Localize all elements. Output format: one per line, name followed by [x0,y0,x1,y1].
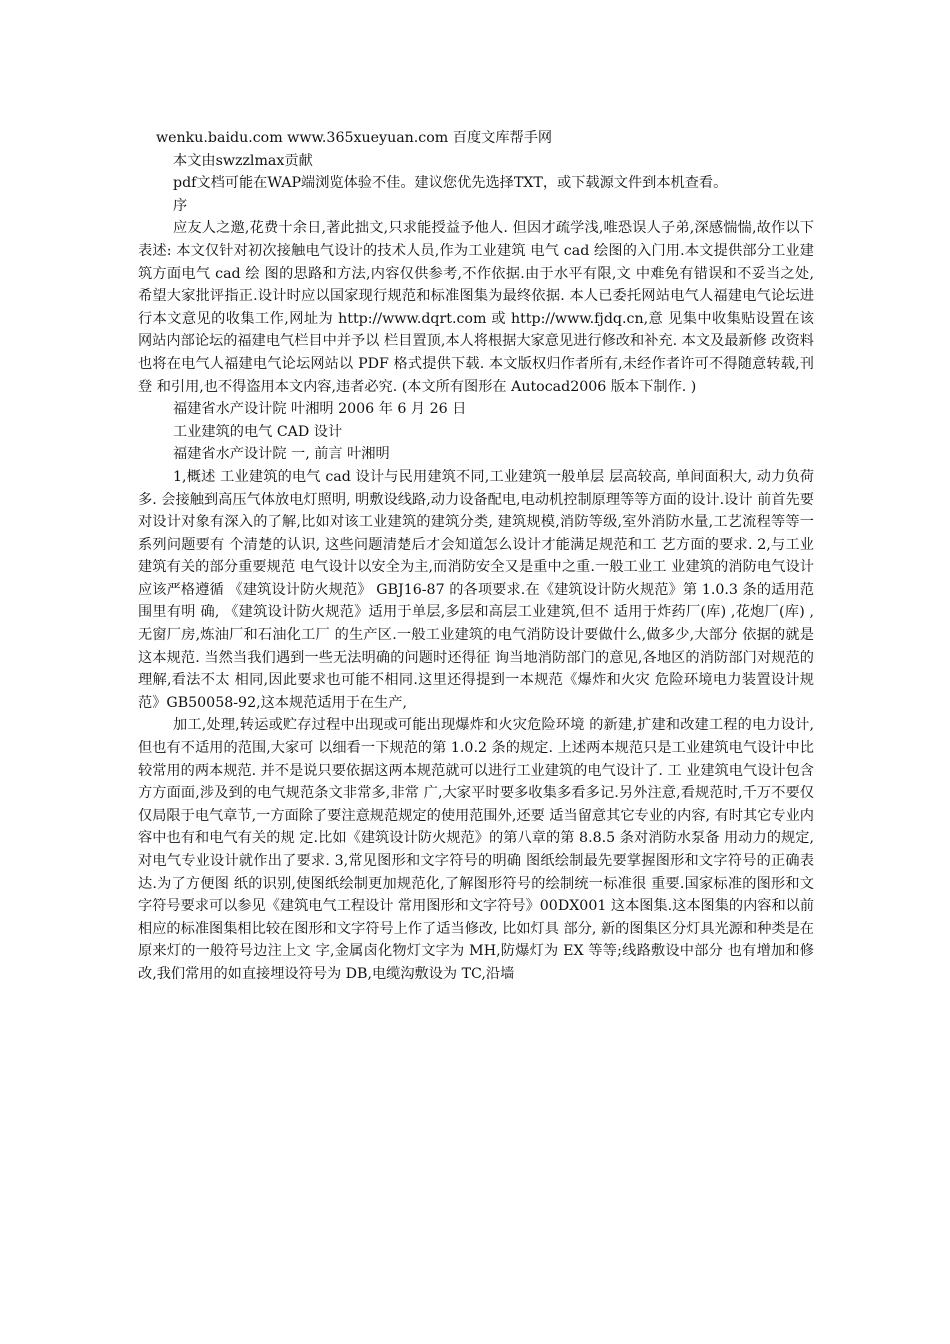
article-paragraph-1: 1,概述 工业建筑的电气 cad 设计与民用建筑不同,工业建筑一般单层 层高较高, 单间面积大, 动力负荷多. 会接触到高压气体放电灯照明, 明敷设线路,动力设备配电,电动机控制原理等等方面的设计.设计 前首先要对设计对象有深入的了解,比如对该工业建筑的建筑分类, 建筑规模,消防等级,室外消防水量,工艺流程等等一系列问题要有 个清楚的认识, 这些问题清楚后才会知道怎么设计才能满足规范和工 艺方面的要求. 2,与工业建筑有关的部分重要规范 电气设计以安全为主,而消防安全又是重中之重.一般工业工 业建筑的消防电气设计应该严格遵循 《建筑设计防火规范》 GBJ16-87 的各项要求.在《建筑设计防火规范》第 1.0.3 条的适用范围里有明 确, 《建筑设计防火规范》适用于单层,多层和高层工业建筑,但不 适用于炸药厂(库) ,花炮厂(库) ,无窗厂房,炼油厂和石油化工厂 的生产区.一般工业建筑的电气消防设计要做什么,做多少,大部分 依据的就是这本规范. 当然当我们遇到一些无法明确的问题时还得征 询当地消防部门的意见,各地区的消防部门对规范的理解,看法不太 相同,因此要求也可能不相同.这里还得提到一本规范《爆炸和火灾 危险环境电力装置设计规范》GB50058-92,这本规范适用于在生产, [138,468,814,711]
preface-heading: 序 [173,197,188,214]
preface-body: 应友人之邀,花费十余日,著此拙文,只求能授益予他人. 但因才疏学浅,唯恐误人子弟,深感惴惴,故作以下表述: 本文仅针对初次接触电气设计的技术人员,作为工业建筑 电气 cad 绘图的入门用.本文提供部分工业建筑方面电气 cad 绘 图的思路和方法,内容仅供参考,不作依据.由于水平有限,文 中难免有错误和不妥当之处,希望大家批评指正.设计时应以国家现行规范和标准图集为最终依据. 本人已委托网站电气人福建电气论坛进行本文意见的收集工作,网址为 http://www.dqrt.com 或 http://www.fjdq.cn,意 见集中收集贴设置在该网站内部论坛的福建电气栏目中并予以 栏目置顶,本人将根据大家意见进行修改和补充. 本文及最新修 改资料也将在电气人福建电气论坛网站以 PDF 格式提供下载. 本文版权归作者所有,未经作者许可不得随意转载,刊登 和引用,也不得盗用本文内容,违者必究. (本文所有图形在 Autocad2006 版本下制作. ) [138,220,814,395]
article-paragraph-2: 加工,处理,转运或贮存过程中出现或可能出现爆炸和火灾危险环境 的新建,扩建和改建工程的电力设计,但也有不适用的范围,大家可 以细看一下规范的第 1.0.2 条的规定. 上述两本规范只是工业建筑电气设计中比较常用的两本规范. 并不是说只要依据这两本规范就可以进行工业建筑的电气设计了. 工 业建筑电气设计包含方方面面,涉及到的电气规范条文非常多,非常 广,大家平时要多收集多看多记.另外注意,看规范时,千万不要仅 仅局限于电气章节,一方面除了要注意规范规定的使用范围外,还要 适当留意其它专业的内容, 有时其它专业内容中也有和电气有关的规 定.比如《建筑设计防火规范》的第八章的第 8.8.5 条对消防水泵备 用动力的规定,对电气专业设计就作出了要求. 3,常见图形和文字符号的明确 图纸绘制最先要掌握图形和文字符号的正确表达.为了方便图 纸的识别,使图纸绘制更加规范化,了解图形符号的绘制统一标准很 重要.国家标准的图形和文字符号要求可以参见《建筑电气工程设计 常用图形和文字符号》00DX001 这本图集.这本图集的内容和以前 相应的标准图集相比较在图形和文字符号上作了适当修改, 比如灯具 部分, 新的图集区分灯具光源和种类是在原来灯的一般符号边注上文 字,金属卤化物灯文字为 MH,防爆灯为 EX 等等;线路敷设中部分 也有增加和修改,我们常用的如直接埋设符号为 DB,电缆沟敷设为 TC,沿墙 [138,717,815,982]
document-page [138,127,814,986]
article-title: 工业建筑的电气 CAD 设计 [173,423,343,440]
header-notice: pdf文档可能在WAP端浏览体验不佳。建议您优先选择TXT，或下载源文件到本机查看。 [173,175,728,192]
header-contributor: 本文由swzzlmax贡献 [173,152,313,169]
header-sources: wenku.baidu.com www.365xueyuan.com 百度文库帮手网 [156,130,553,146]
article-byline: 福建省水产设计院 一, 前言 叶湘明 [173,446,390,463]
preface-signature: 福建省水产设计院 叶湘明 2006 年 6 月 26 日 [173,401,467,418]
